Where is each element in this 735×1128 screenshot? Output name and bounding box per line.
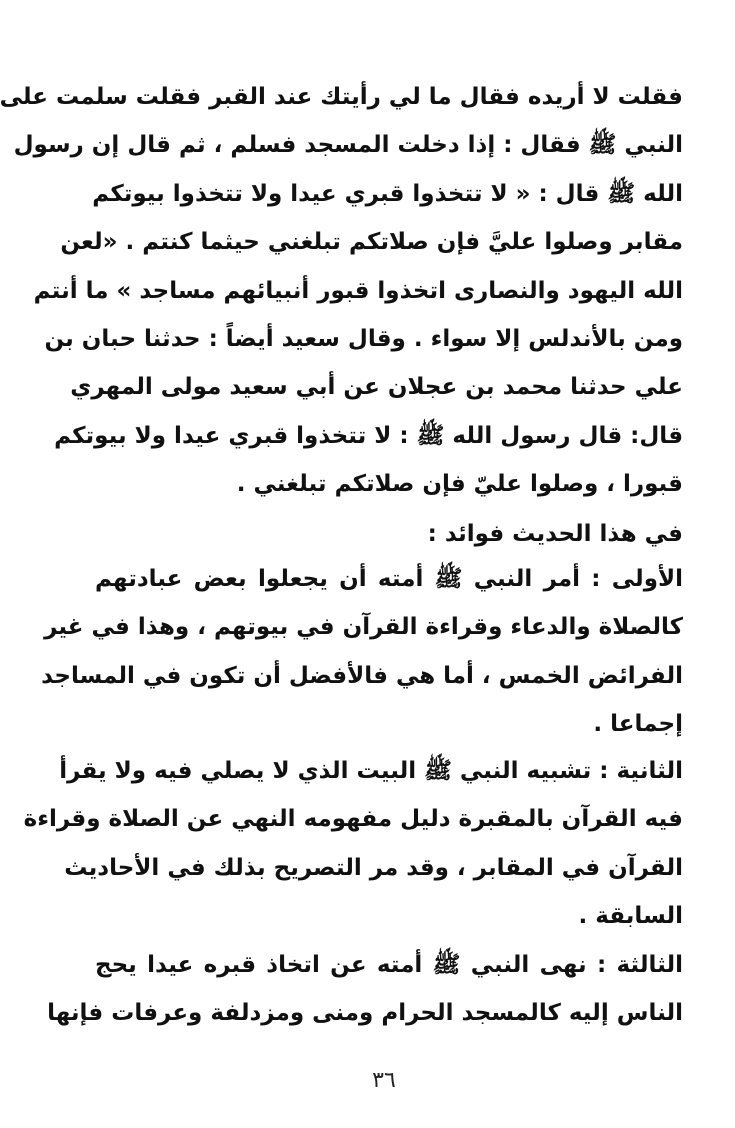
text-line: فيه القرآن بالمقبرة دليل مفهومه النهي عن الصلاة وقراءة: [23, 806, 683, 833]
paragraph-3: [41, 555, 683, 749]
page-number: ٣٦: [372, 1068, 396, 1093]
text-line: القرآن في المقابر ، وقد مر التصريح بذلك في الأحاديث: [64, 854, 683, 881]
text-line: كالصلاة والدعاء وقراءة القرآن في بيوتهم ، وهذا في غير: [44, 614, 683, 641]
text-line: إجماعا .: [593, 711, 683, 738]
paragraph-5: [47, 941, 683, 1038]
text-line: الفرائض الخمس ، أما هي فالأفضل أن تكون في المساجد: [41, 662, 683, 689]
text-line: الله اليهود والنصارى اتخذوا قبور أنبيائهم مساجد » ما أنتم: [33, 277, 683, 304]
text-line: الثانية : تشبيه النبي ﷺ البيت الذي لا يصلي فيه ولا يقرأ: [59, 758, 683, 784]
text-line: ومن بالأندلس إلا سواء . وقال سعيد أيضاً : حدثنا حبان بن: [44, 325, 683, 352]
text-line: فقلت لا أريده فقال ما لي رأيتك عند القبر فقلت سلمت على: [0, 84, 683, 110]
paragraph-1: [0, 73, 683, 509]
paragraph-2: [95, 510, 683, 558]
text-line: الناس إليه كالمسجد الحرام ومنى ومزدلفة وعرفات فإنها: [47, 1000, 683, 1027]
paragraph-4: [23, 747, 683, 941]
text-line: علي حدثنا محمد بن عجلان عن أبي سعيد مولى المهري: [70, 374, 683, 401]
text-line: السابقة .: [578, 903, 683, 930]
text-line: قال: قال رسول الله ﷺ : لا تتخذوا قبري عيدا ولا بيوتكم: [54, 422, 683, 449]
text-line: الله ﷺ قال : « لا تتخذوا قبري عيدا ولا تتخذوا بيوتكم: [92, 180, 683, 207]
text-line: الثالثة : نهى النبي ﷺ أمته عن اتخاذ قبره عيدا يحج: [95, 952, 683, 978]
text-line: مقابر وصلوا عليَّ فإن صلاتكم تبلغني حيثما كنتم . «لعن: [60, 229, 683, 256]
text-line: في هذا الحديث فوائد :: [427, 521, 683, 547]
text-line: الأولى : أمر النبي ﷺ أمته أن يجعلوا بعض عبادتهم: [95, 566, 683, 592]
text-line: النبي ﷺ فقال : إذا دخلت المسجد فسلم ، ثم قال إن رسول: [13, 132, 683, 159]
text-line: قبورا ، وصلوا عليّ فإن صلاتكم تبلغني .: [236, 471, 683, 498]
